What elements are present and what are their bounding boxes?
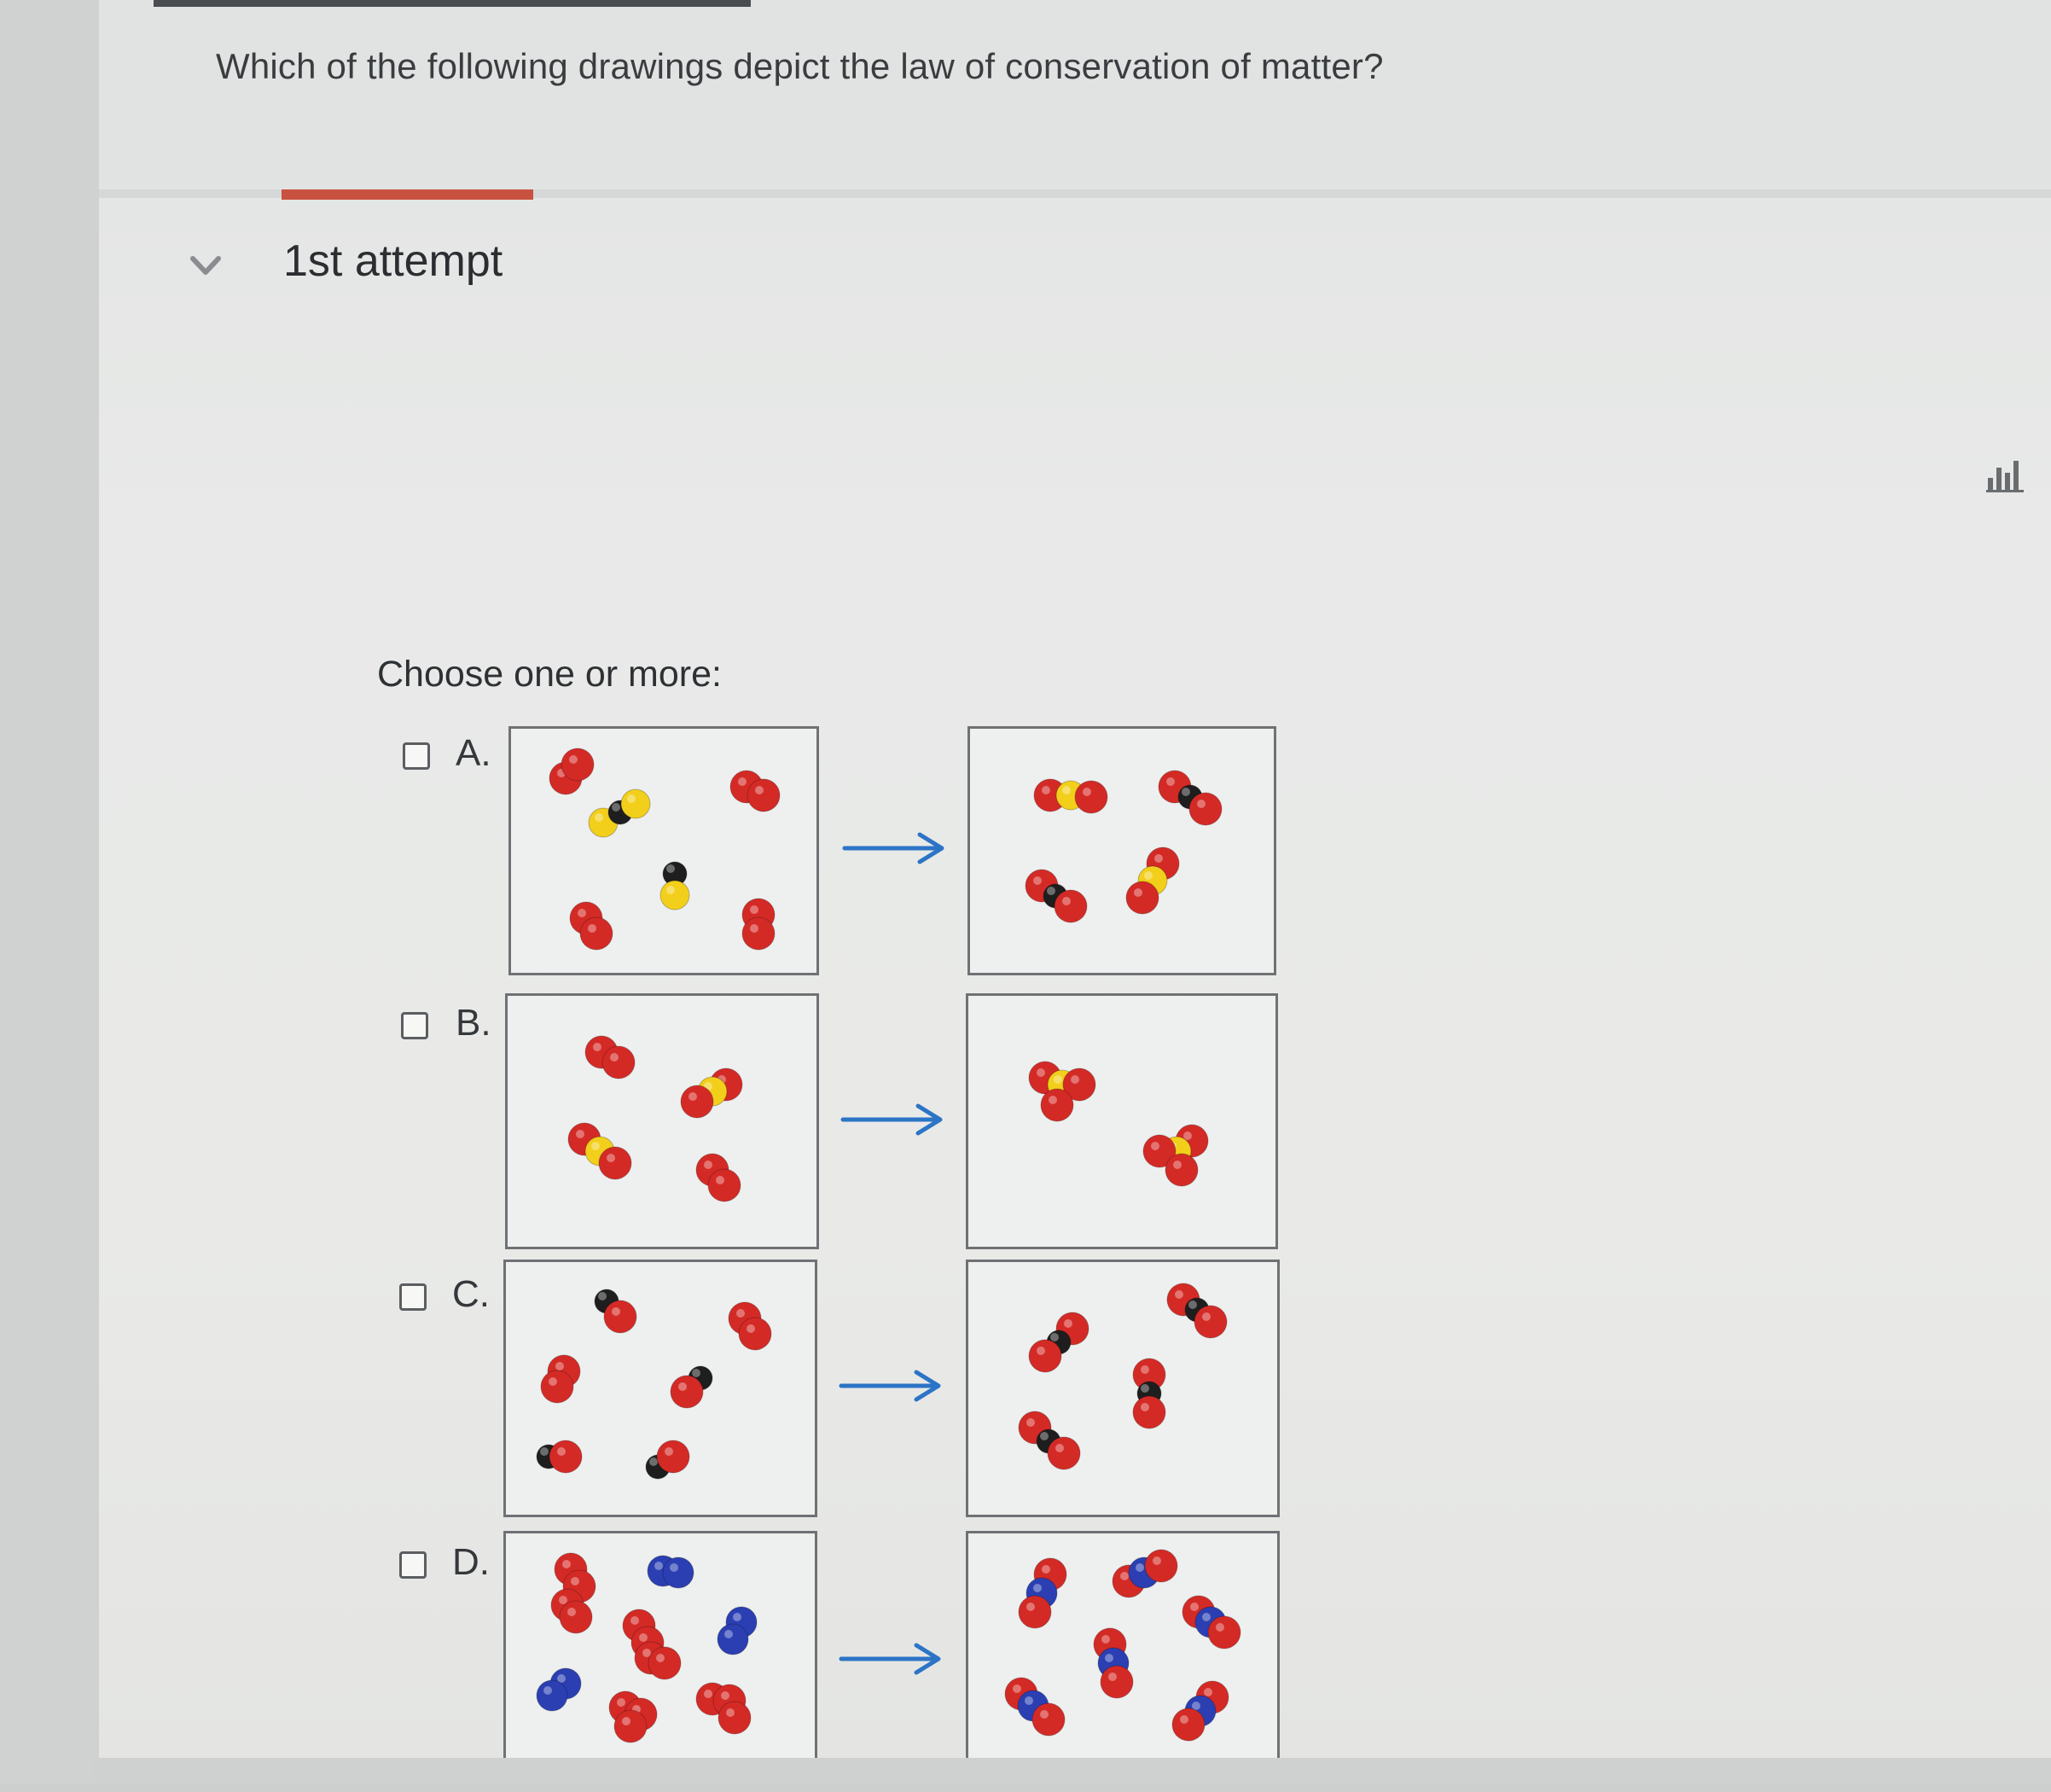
atom-o bbox=[549, 1440, 582, 1473]
attempt-label: 1st attempt bbox=[283, 236, 503, 286]
option-b-products-drawing bbox=[968, 996, 1275, 1247]
atom-highlight bbox=[1042, 1565, 1050, 1574]
atom-n bbox=[537, 1680, 567, 1711]
atom-highlight bbox=[1083, 788, 1091, 796]
option-a-reactants-drawing bbox=[511, 729, 816, 973]
atom-highlight bbox=[1134, 888, 1142, 897]
option-b-reactants-panel bbox=[505, 993, 819, 1249]
atom-highlight bbox=[578, 909, 586, 917]
option-c-reactants-drawing bbox=[506, 1262, 815, 1515]
atom-highlight bbox=[1033, 1584, 1042, 1592]
molecule-so bbox=[589, 789, 650, 837]
atom-highlight bbox=[1026, 1603, 1035, 1611]
atom-highlight bbox=[1108, 1673, 1117, 1681]
atom-o bbox=[561, 748, 594, 781]
molecule-co2 bbox=[1167, 1283, 1227, 1338]
atom-o bbox=[718, 1702, 751, 1734]
atom-o bbox=[1208, 1616, 1240, 1649]
atom-highlight bbox=[733, 1613, 741, 1621]
molecule-co2 bbox=[1029, 1312, 1089, 1372]
atom-highlight bbox=[639, 1633, 648, 1642]
atom-o bbox=[747, 779, 780, 812]
atom-highlight bbox=[1025, 1696, 1033, 1705]
molecule-no2 bbox=[1019, 1558, 1066, 1628]
atom-o bbox=[1189, 793, 1222, 825]
atom-highlight bbox=[1064, 1319, 1072, 1328]
atom-highlight bbox=[670, 1563, 678, 1572]
option-c-reactants-panel bbox=[503, 1260, 817, 1517]
atom-highlight bbox=[627, 794, 636, 803]
atom-highlight bbox=[543, 1686, 552, 1695]
atom-highlight bbox=[1013, 1684, 1021, 1693]
atom-highlight bbox=[1216, 1623, 1224, 1632]
atom-highlight bbox=[1054, 1075, 1062, 1084]
option-c-checkbox[interactable] bbox=[399, 1283, 427, 1311]
atom-highlight bbox=[1182, 788, 1190, 796]
page-bottom-edge bbox=[94, 1758, 2051, 1783]
atom-s bbox=[660, 881, 689, 910]
atom-highlight bbox=[736, 1309, 745, 1318]
atom-highlight bbox=[1040, 1432, 1049, 1440]
molecule-co bbox=[646, 1440, 689, 1479]
molecule-o2 bbox=[541, 1355, 580, 1403]
atom-highlight bbox=[593, 1043, 601, 1051]
option-d-checkbox[interactable] bbox=[399, 1551, 427, 1579]
atom-highlight bbox=[1050, 1333, 1059, 1341]
atom-highlight bbox=[1141, 1403, 1149, 1411]
atom-highlight bbox=[721, 1691, 729, 1700]
atom-highlight bbox=[656, 1654, 665, 1662]
atom-highlight bbox=[724, 1630, 733, 1638]
atom-highlight bbox=[1202, 1312, 1211, 1321]
molecule-o2 bbox=[729, 1302, 771, 1350]
atom-highlight bbox=[1151, 1142, 1159, 1150]
atom-o bbox=[1145, 1550, 1177, 1582]
reaction-arrow-icon bbox=[840, 1103, 947, 1137]
bar-chart-icon[interactable] bbox=[1984, 454, 2025, 493]
atom-highlight bbox=[1071, 1075, 1079, 1084]
atom-highlight bbox=[595, 813, 603, 822]
atom-highlight bbox=[1055, 1444, 1064, 1452]
atom-highlight bbox=[1197, 800, 1206, 808]
question-text: Which of the following drawings depict the law of conservation of matter? bbox=[216, 46, 1384, 86]
option-a-letter: A. bbox=[456, 732, 491, 774]
atom-o bbox=[1075, 781, 1107, 813]
atom-highlight bbox=[716, 1176, 724, 1184]
atom-highlight bbox=[1120, 1572, 1129, 1580]
atom-highlight bbox=[692, 1369, 700, 1377]
option-b-reactants-drawing bbox=[508, 996, 816, 1247]
atom-highlight bbox=[562, 1560, 571, 1568]
molecule-so2 bbox=[1126, 847, 1179, 914]
atom-o bbox=[671, 1376, 703, 1408]
atom-o bbox=[1041, 1089, 1073, 1121]
atom-highlight bbox=[1173, 1161, 1182, 1169]
atom-highlight bbox=[612, 803, 620, 812]
atom-highlight bbox=[598, 1292, 607, 1300]
atom-highlight bbox=[555, 1362, 564, 1370]
atom-highlight bbox=[617, 1698, 625, 1707]
left-sidebar bbox=[0, 0, 99, 1783]
atom-highlight bbox=[1166, 777, 1175, 786]
atom-o bbox=[648, 1647, 681, 1679]
atom-o bbox=[1101, 1666, 1133, 1698]
molecule-co bbox=[595, 1289, 636, 1333]
molecule-co bbox=[671, 1366, 712, 1408]
atom-highlight bbox=[1175, 1290, 1183, 1299]
atom-o bbox=[1194, 1306, 1227, 1338]
molecule-o2 bbox=[549, 748, 594, 794]
atom-o bbox=[1133, 1396, 1165, 1428]
atom-s bbox=[621, 789, 650, 818]
molecule-n2 bbox=[648, 1556, 694, 1588]
atom-o bbox=[708, 1169, 741, 1201]
atom-highlight bbox=[549, 1377, 557, 1386]
molecule-n2 bbox=[537, 1668, 581, 1711]
molecule-so2 bbox=[1034, 779, 1107, 813]
atom-highlight bbox=[750, 905, 758, 914]
question-header bbox=[99, 0, 2051, 189]
atom-highlight bbox=[630, 1616, 639, 1625]
molecule-so bbox=[660, 862, 689, 910]
atom-highlight bbox=[1042, 786, 1050, 794]
option-c-products-panel bbox=[966, 1260, 1280, 1517]
atom-highlight bbox=[1141, 1384, 1149, 1393]
atom-o bbox=[739, 1318, 771, 1350]
reaction-arrow-icon bbox=[838, 1369, 945, 1403]
option-d-reactants-drawing bbox=[506, 1533, 815, 1760]
atom-highlight bbox=[557, 1447, 566, 1456]
atom-highlight bbox=[576, 1130, 584, 1138]
option-c-letter: C. bbox=[452, 1273, 490, 1315]
choose-instructions: Choose one or more: bbox=[377, 654, 722, 695]
atom-highlight bbox=[1037, 1068, 1045, 1077]
option-a-products-panel bbox=[967, 726, 1276, 975]
option-b-checkbox[interactable] bbox=[401, 1012, 428, 1039]
molecule-no2 bbox=[1182, 1596, 1240, 1649]
option-c-products-drawing bbox=[968, 1262, 1277, 1515]
atom-highlight bbox=[591, 1142, 600, 1150]
atom-highlight bbox=[622, 1717, 630, 1725]
atom-highlight bbox=[1204, 1688, 1212, 1696]
molecule-no2 bbox=[1094, 1628, 1133, 1698]
option-d-reactants-panel bbox=[503, 1531, 817, 1760]
atom-highlight bbox=[610, 1053, 619, 1062]
molecule-o2 bbox=[730, 771, 780, 812]
atom-highlight bbox=[1105, 1654, 1113, 1662]
atom-highlight bbox=[1049, 1096, 1057, 1104]
atom-o bbox=[614, 1710, 647, 1743]
atom-highlight bbox=[540, 1447, 549, 1456]
molecule-so3 bbox=[1029, 1062, 1095, 1121]
atom-highlight bbox=[704, 1161, 712, 1169]
atom-o bbox=[602, 1046, 635, 1079]
molecule-o2 bbox=[585, 1036, 635, 1079]
atom-highlight bbox=[704, 1690, 712, 1698]
atom-o bbox=[580, 917, 613, 950]
atom-highlight bbox=[1047, 887, 1055, 895]
molecule-no2 bbox=[1113, 1550, 1177, 1597]
atom-highlight bbox=[1040, 1710, 1049, 1719]
molecule-so bbox=[681, 1068, 742, 1118]
atom-o bbox=[1165, 1154, 1198, 1186]
atom-highlight bbox=[567, 1608, 576, 1616]
molecule-o2 bbox=[742, 899, 775, 950]
molecule-o2 bbox=[635, 1642, 681, 1679]
atom-o bbox=[599, 1147, 631, 1179]
atom-highlight bbox=[649, 1457, 658, 1466]
atom-highlight bbox=[1190, 1603, 1199, 1611]
atom-highlight bbox=[726, 1708, 735, 1717]
option-d-products-drawing bbox=[968, 1533, 1277, 1760]
molecule-so bbox=[568, 1123, 631, 1179]
option-d-products-panel bbox=[966, 1531, 1280, 1760]
atom-highlight bbox=[571, 1577, 579, 1585]
atom-o bbox=[1048, 1437, 1080, 1469]
atom-o bbox=[681, 1085, 713, 1118]
atom-o bbox=[657, 1440, 689, 1473]
atom-highlight bbox=[1136, 1563, 1144, 1572]
option-a-products-drawing bbox=[970, 729, 1274, 973]
atom-highlight bbox=[666, 864, 675, 873]
reaction-arrow-icon bbox=[838, 1642, 945, 1676]
atom-highlight bbox=[1062, 786, 1071, 794]
molecule-co2 bbox=[1026, 870, 1087, 922]
atom-o bbox=[541, 1370, 573, 1403]
atom-o bbox=[1032, 1703, 1065, 1736]
atom-highlight bbox=[654, 1562, 663, 1570]
option-b-products-panel bbox=[966, 993, 1278, 1249]
atom-o bbox=[1055, 890, 1087, 922]
atom-highlight bbox=[588, 924, 596, 933]
atom-o bbox=[560, 1601, 592, 1633]
atom-highlight bbox=[1153, 1556, 1161, 1565]
atom-highlight bbox=[755, 786, 764, 794]
molecule-o2 bbox=[696, 1154, 741, 1201]
atom-o bbox=[742, 917, 775, 950]
atom-highlight bbox=[1062, 897, 1071, 905]
molecule-n2 bbox=[718, 1607, 757, 1655]
atom-o bbox=[604, 1300, 636, 1333]
molecule-co2 bbox=[1019, 1411, 1080, 1469]
option-a-reactants-panel bbox=[508, 726, 819, 975]
atom-n bbox=[718, 1624, 748, 1655]
atom-highlight bbox=[607, 1154, 615, 1162]
atom-highlight bbox=[678, 1382, 687, 1391]
atom-n bbox=[663, 1557, 694, 1588]
atom-highlight bbox=[1188, 1300, 1197, 1309]
atom-o bbox=[1126, 881, 1159, 914]
option-b-letter: B. bbox=[456, 1002, 491, 1044]
atom-highlight bbox=[1101, 1635, 1110, 1644]
reaction-arrow-icon bbox=[841, 831, 949, 865]
molecule-no2 bbox=[1172, 1681, 1229, 1741]
option-d-letter: D. bbox=[452, 1541, 490, 1583]
atom-highlight bbox=[665, 1447, 673, 1456]
atom-highlight bbox=[1141, 1365, 1149, 1374]
atom-o bbox=[1172, 1708, 1205, 1741]
atom-highlight bbox=[1037, 1347, 1045, 1355]
molecule-co bbox=[537, 1440, 582, 1473]
atom-highlight bbox=[689, 1092, 697, 1101]
atom-o bbox=[1019, 1596, 1051, 1628]
atom-highlight bbox=[1202, 1613, 1211, 1621]
atom-highlight bbox=[747, 1324, 755, 1333]
atom-highlight bbox=[738, 777, 747, 786]
molecule-o2 bbox=[570, 902, 613, 950]
option-a-checkbox[interactable] bbox=[403, 742, 430, 770]
question-title-fragment bbox=[154, 0, 751, 7]
atom-highlight bbox=[750, 924, 758, 933]
atom-highlight bbox=[559, 1596, 567, 1604]
atom-highlight bbox=[1144, 871, 1153, 880]
atom-highlight bbox=[569, 755, 578, 764]
atom-highlight bbox=[1154, 854, 1163, 863]
atom-o bbox=[1029, 1340, 1061, 1372]
molecule-co2 bbox=[1133, 1359, 1165, 1428]
atom-highlight bbox=[666, 886, 675, 894]
molecule-co2 bbox=[1159, 771, 1222, 825]
atom-highlight bbox=[1180, 1715, 1188, 1724]
chevron-down-icon[interactable] bbox=[189, 253, 222, 279]
molecule-so3 bbox=[1143, 1125, 1208, 1186]
atom-highlight bbox=[612, 1307, 620, 1316]
attempt-tab-indicator bbox=[282, 189, 533, 200]
atom-highlight bbox=[1026, 1418, 1035, 1427]
atom-highlight bbox=[1033, 876, 1042, 885]
molecule-no2 bbox=[1005, 1678, 1065, 1736]
